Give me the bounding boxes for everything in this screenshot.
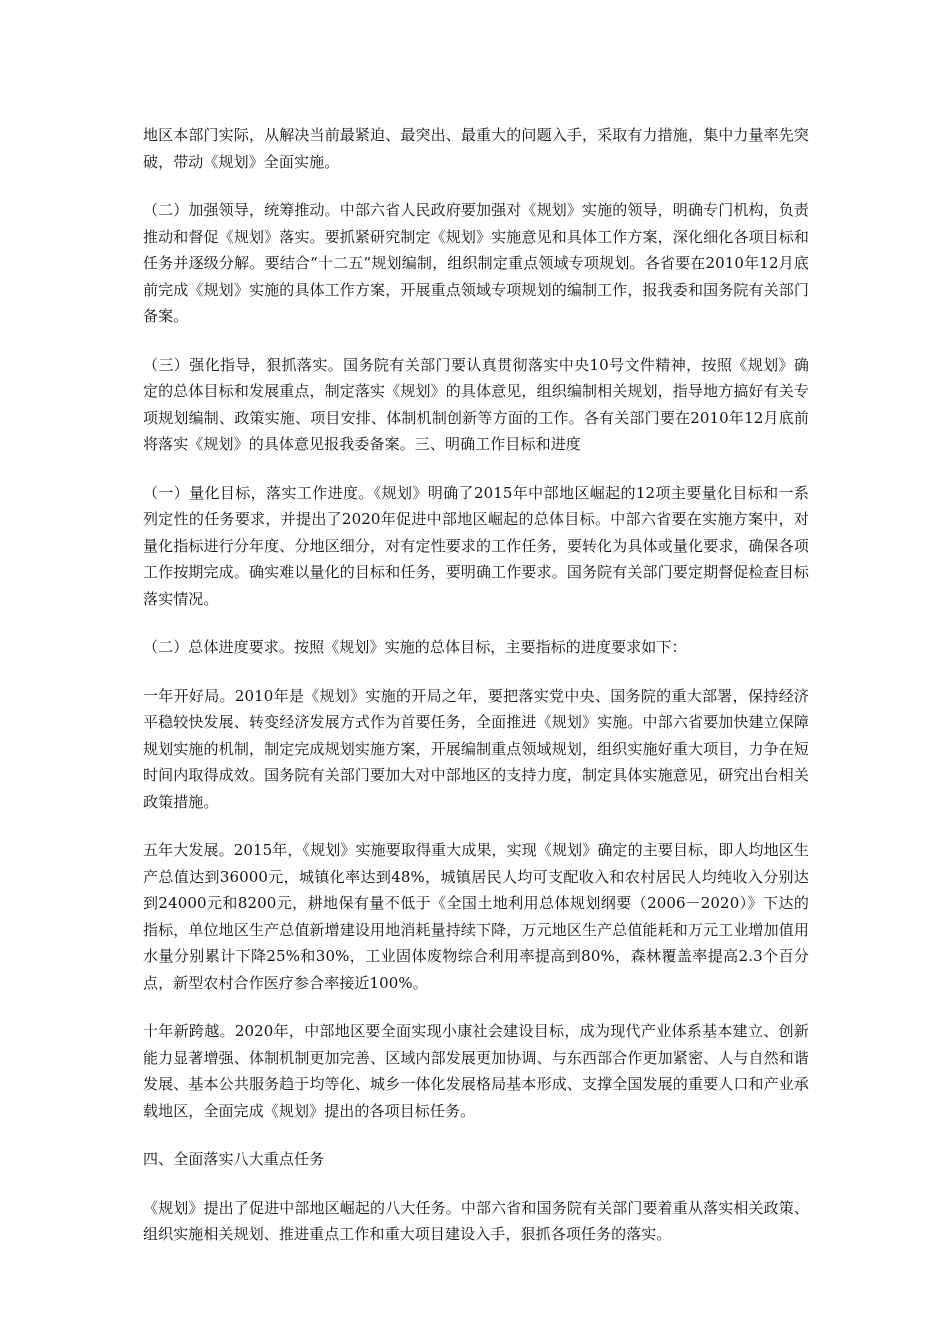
document-body [143,122,809,1270]
paragraph-quantified-targets: （一）量化目标，落实工作进度。《规划》明确了2015年中部地区崛起的12项主要量化目标和一系列定性的任务要求，并提出了2020年促进中部地区崛起的总体目标。中部六省要在实施方案中，对量化指标进行分年度、分地区细分，对有定性要求的工作任务，要转化为具体或量化要求，确保各项工作按期完成。确实难以量化的目标和任务，要明确工作要求。国务院有关部门要定期督促检查目标落实情况。 [143,483,809,608]
paragraph-strengthen-leadership: （二）加强领导，统筹推动。中部六省人民政府要加强对《规划》实施的领导，明确专门机构，负责推动和督促《规划》落实。要抓紧研究制定《规划》实施意见和具体工作方案，深化细化各项目标和任务并逐级分解。要结合“十二五”规划编制，组织制定重点领域专项规划。各省要在2010年12月底前完成《规划》实施的具体工作方案，开展重点领域专项规划的编制工作，报我委和国务院有关部门备案。 [143,201,809,325]
section-heading-eight-tasks: 四、全面落实八大重点任务 [143,1150,325,1168]
paragraph-intro-continuation: 地区本部门实际，从解决当前最紧迫、最突出、最重大的问题入手，采取有力措施，集中力量率先突破，带动《规划》全面实施。 [143,126,809,171]
paragraph-strengthen-guidance: （三）强化指导，狠抓落实。国务院有关部门要认真贯彻落实中央10号文件精神，按照《规划》确定的总体目标和发展重点，制定落实《规划》的具体意见，组织编制相关规划，指导地方搞好有关专项规划编制、政策实施、项目安排、体制机制创新等方面的工作。各有关部门要在2010年12月底前将落实《规划》的具体意见报我委备案。三、明确工作目标和进度 [143,355,809,453]
paragraph-ten-years: 十年新跨越。2020年，中部地区要全面实现小康社会建设目标，成为现代产业体系基本建立、创新能力显著增强、体制机制更加完善、区域内部发展更加协调、与东西部合作更加紧密、人与自然和谐发展、基本公共服务趋于均等化、城乡一体化发展格局基本形成、支撑全国发展的重要人口和产业承载地区，全面完成《规划》提出的各项目标任务。 [143,1022,809,1120]
paragraph-five-years: 五年大发展。2015年，《规划》实施要取得重大成果，实现《规划》确定的主要目标，即人均地区生产总值达到36000元，城镇化率达到48%，城镇居民人均可支配收入和农村居民人均纯收入分别达到24000元和8200元，耕地保有量不低于《全国土地利用总体规划纲要（2006－2020）》下达的指标，单位地区生产总值新增建设用地消耗量持续下降，万元地区生产总值能耗和万元工业增加值用水量分别累计下降25%和30%，工业固体废物综合利用率提高到80%，森林覆盖率提高2.3个百分点，新型农村合作医疗参合率接近100%。 [143,841,809,992]
paragraph-overall-progress: （二）总体进度要求。按照《规划》实施的总体目标，主要指标的进度要求如下： [143,638,687,656]
paragraph-first-year: 一年开好局。2010年是《规划》实施的开局之年，要把落实党中央、国务院的重大部署，保持经济平稳较快发展、转变经济发展方式作为首要任务，全面推进《规划》实施。中部六省要加快建立保障规划实施的机制，制定完成规划实施方案，开展编制重点领域规划，组织实施好重大项目，力争在短时间内取得成效。国务院有关部门要加大对中部地区的支持力度，制定具体实施意见，研究出台相关政策措施。 [143,686,809,811]
paragraph-eight-tasks: 《规划》提出了促进中部地区崛起的八大任务。中部六省和国务院有关部门要着重从落实相关政策、组织实施相关规划、推进重点工作和重大项目建设入手，狠抓各项任务的落实。 [143,1198,809,1243]
